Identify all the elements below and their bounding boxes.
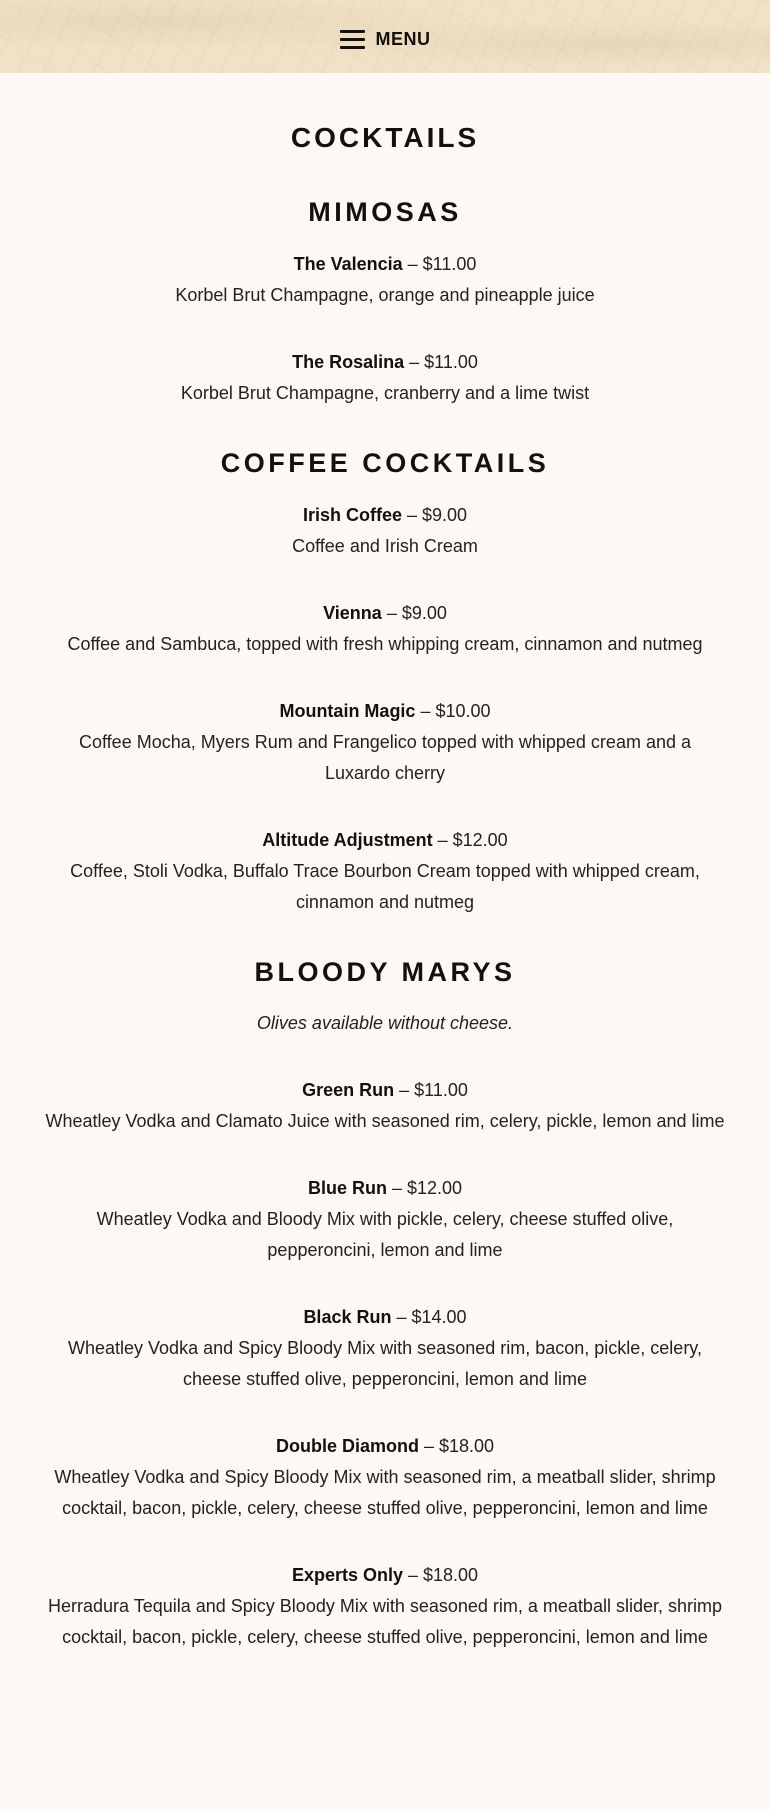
menu-item-price: $18.00 xyxy=(438,1436,495,1456)
hamburger-icon xyxy=(340,30,365,49)
price-separator: – xyxy=(401,505,422,525)
site-header xyxy=(0,0,770,73)
menu-item-description: Wheatley Vodka and Clamato Juice with seasoned rim, celery, pickle, lemon and lime xyxy=(45,1111,725,1131)
menu-item-name: The Rosalina xyxy=(292,352,405,372)
price-separator: – xyxy=(402,1565,423,1585)
menu-item-description: Coffee and Irish Cream xyxy=(292,536,478,556)
menu-item-name: Vienna xyxy=(323,603,382,623)
price-separator: – xyxy=(418,1436,439,1456)
menu-item-heading xyxy=(40,500,730,531)
menu-item-description: Wheatley Vodka and Spicy Bloody Mix with seasoned rim, a meatball slider, shrimp cocktail, bacon, pickle, celery, cheese stuffed olive, pepperoncini, lemon and lime xyxy=(54,1467,716,1518)
menu-item-heading xyxy=(40,1173,730,1204)
menu-item-description: Korbel Brut Champagne, orange and pineapple juice xyxy=(175,285,595,305)
menu-item-heading xyxy=(40,347,730,378)
menu-item-description: Wheatley Vodka and Spicy Bloody Mix with seasoned rim, bacon, pickle, celery, cheese stuffed olive, pepperoncini, lemon and lime xyxy=(68,1338,702,1389)
menu-item-description: Korbel Brut Champagne, cranberry and a lime twist xyxy=(180,383,590,403)
menu-toggle-button[interactable] xyxy=(0,29,770,50)
menu-item-name: Double Diamond xyxy=(275,1436,419,1456)
price-separator: – xyxy=(432,830,453,850)
menu-item-price: $11.00 xyxy=(424,352,478,372)
menu-item xyxy=(40,249,730,311)
section-title: BLOODY MARYS xyxy=(254,957,516,987)
menu-section xyxy=(40,443,730,918)
menu-item xyxy=(40,1075,730,1137)
price-separator: – xyxy=(404,352,425,372)
menu-item-heading xyxy=(40,598,730,629)
menu-item-price: $11.00 xyxy=(422,254,477,274)
menu-item xyxy=(40,825,730,918)
menu-item-price: $12.00 xyxy=(406,1178,463,1198)
price-separator: – xyxy=(402,254,423,274)
menu-item-description: Coffee and Sambuca, topped with fresh whipping cream, cinnamon and nutmeg xyxy=(67,634,703,654)
menu-item-description: Herradura Tequila and Spicy Bloody Mix with seasoned rim, a meatball slider, shrimp cocktail, bacon, pickle, celery, cheese stuffed olive, pepperoncini, lemon and lime xyxy=(48,1596,722,1647)
menu-item-description: Coffee, Stoli Vodka, Buffalo Trace Bourbon Cream topped with whipped cream, cinnamon and nutmeg xyxy=(70,861,700,912)
main-content xyxy=(0,118,770,1653)
menu-item-name: The Valencia xyxy=(293,254,403,274)
menu-section xyxy=(40,192,730,409)
menu-item xyxy=(40,347,730,409)
logo-fragment[interactable] xyxy=(0,0,770,6)
menu-item-heading xyxy=(40,696,730,727)
menu-item-heading xyxy=(40,1302,730,1333)
menu-item-description: Coffee Mocha, Myers Rum and Frangelico topped with whipped cream and a Luxardo cherry xyxy=(79,732,691,783)
section-title: COFFEE COCKTAILS xyxy=(220,448,550,478)
menu-item-price: $14.00 xyxy=(411,1307,467,1327)
menu-item-description: Wheatley Vodka and Bloody Mix with pickle, celery, cheese stuffed olive, pepperoncini, lemon and lime xyxy=(96,1209,674,1260)
price-separator: – xyxy=(386,1178,407,1198)
menu-item-heading xyxy=(40,1431,730,1462)
menu-item-heading xyxy=(40,825,730,856)
menu-item-price: $9.00 xyxy=(401,603,447,623)
menu-item xyxy=(40,500,730,562)
menu-item-heading xyxy=(40,1075,730,1106)
menu-label: MENU xyxy=(375,29,431,49)
menu-item-name: Blue Run xyxy=(307,1178,387,1198)
menu-item xyxy=(40,1431,730,1524)
menu-item-name: Experts Only xyxy=(291,1565,403,1585)
section-title: MIMOSAS xyxy=(308,197,462,227)
menu-item-name: Mountain Magic xyxy=(279,701,416,721)
price-separator: – xyxy=(415,701,436,721)
menu-sections xyxy=(40,192,730,1653)
menu-item-price: $12.00 xyxy=(452,830,508,850)
menu-item xyxy=(40,1560,730,1653)
menu-section xyxy=(40,952,730,1653)
menu-item-heading xyxy=(40,1560,730,1591)
menu-item-price: $11.00 xyxy=(414,1080,468,1100)
price-separator: – xyxy=(394,1080,415,1100)
menu-item-name: Green Run xyxy=(302,1080,395,1100)
menu-item-price: $18.00 xyxy=(423,1565,479,1585)
page-title: COCKTAILS xyxy=(290,122,480,153)
menu-item-heading xyxy=(40,249,730,280)
menu-item-name: Black Run xyxy=(303,1307,392,1327)
menu-item-name: Irish Coffee xyxy=(302,505,402,525)
menu-item-price: $9.00 xyxy=(422,505,468,525)
menu-item xyxy=(40,1302,730,1395)
menu-item-name: Altitude Adjustment xyxy=(262,830,433,850)
price-separator: – xyxy=(391,1307,412,1327)
menu-item-price: $10.00 xyxy=(435,701,491,721)
menu-item xyxy=(40,696,730,789)
section-note: Olives available without cheese. xyxy=(256,1013,514,1033)
menu-item xyxy=(40,598,730,660)
menu-item xyxy=(40,1173,730,1266)
price-separator: – xyxy=(381,603,402,623)
